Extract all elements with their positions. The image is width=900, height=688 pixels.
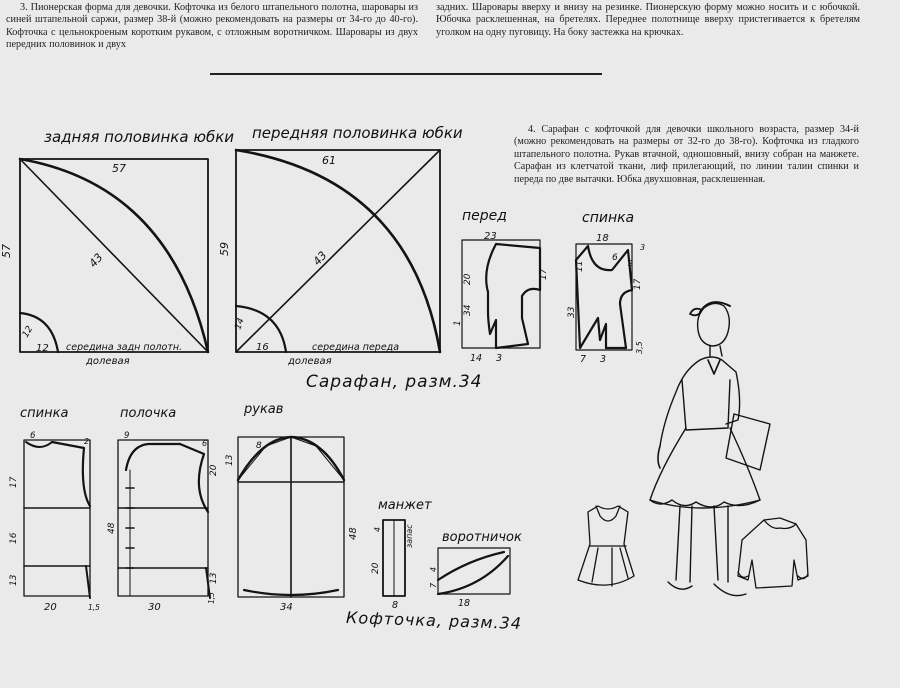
cuff-title: манжет	[378, 498, 432, 513]
sleeve-13: 13	[225, 454, 235, 466]
sleeve-title: рукав	[244, 402, 284, 417]
blouse-front-9: 9	[124, 431, 130, 441]
sarafan-front-right: 17	[539, 268, 549, 280]
collar-4: 4	[429, 566, 438, 572]
sarafan-front-left-2: 34	[463, 304, 473, 316]
collar-bottom: 18	[458, 598, 471, 609]
sarafan-front-title: перед	[462, 208, 507, 224]
blouse-back-bottom: 20	[44, 602, 57, 613]
cuff-4: 4	[373, 526, 382, 532]
sarafan-front-pattern	[453, 231, 549, 364]
sarafan-front-bottom-right: 3	[496, 353, 503, 364]
sarafan-sketch	[578, 506, 634, 586]
cuff-pattern	[371, 520, 414, 611]
blouse-back-17: 17	[9, 476, 19, 488]
sarafan-back-3: 3	[640, 243, 646, 252]
collar-7: 7	[429, 582, 438, 588]
item4-text: 4. Сарафан с кофточкой для девочки школьного возраста, размер 34-й (можно рекомендовать на размеры от 32-го до 38-го). Кофточка из гладкого штапельного полотна. Рукав втачной, одношовный, внизу собран на манжете. Сарафан из клетчатой ткани, лиф прилегающий, по линии талии спинки и переда по две вытачки. Юбка двухшовная, расклешенная.	[514, 124, 859, 185]
sleeve-bottom: 34	[280, 602, 293, 613]
blouse-back-15: 1,5	[88, 603, 100, 612]
collar-title: воротничок	[442, 530, 522, 545]
sarafan-caption: Сарафан, разм.34	[306, 372, 483, 392]
sarafan-back-bottom-3: 3	[600, 354, 607, 365]
cuff-bottom: 8	[392, 600, 399, 611]
back-skirt-side: 57	[0, 244, 13, 258]
blouse-back-2: 2	[84, 437, 90, 446]
back-skirt-grain: долевая	[86, 356, 130, 367]
sleeve-8: 8	[256, 441, 262, 451]
front-skirt-title: передняя половинка юбки	[252, 124, 463, 142]
sarafan-back-35: 3,5	[635, 341, 644, 354]
blouse-front-15: 1,5	[207, 592, 216, 604]
front-skirt-center: середина переда	[312, 342, 400, 353]
back-skirt-arc: 12	[20, 324, 36, 340]
sarafan-back-title: спинка	[582, 210, 635, 226]
front-skirt-arc: 14	[233, 316, 247, 332]
sarafan-back-33: 33	[567, 306, 577, 318]
blouse-back-16: 16	[9, 532, 19, 544]
blouse-front-20: 20	[209, 464, 219, 476]
back-skirt-top: 57	[112, 162, 126, 175]
blouse-back-13: 13	[9, 574, 19, 586]
sarafan-back-2: 2	[628, 259, 634, 268]
back-skirt-pattern	[0, 159, 208, 367]
sarafan-front-bottom-left: 14	[470, 353, 483, 364]
blouse-front-bottom: 30	[148, 602, 161, 613]
sarafan-front-side: 1	[453, 320, 463, 326]
sarafan-back-pattern	[567, 233, 645, 365]
sarafan-front-top: 23	[484, 231, 497, 242]
blouse-back-pattern	[9, 431, 100, 613]
blouse-caption: Кофточка, разм.34	[345, 607, 523, 634]
sarafan-back-11: 11	[575, 260, 585, 272]
sarafan-front-left: 20	[463, 273, 473, 285]
blouse-front-13: 13	[209, 572, 219, 584]
front-skirt-bottom: 16	[256, 342, 269, 353]
item3-continued-text: задних. Шаровары вверху и внизу на резинке. Пионерскую форму можно носить и с юбочкой. Юбочка расклешенная, на бретелях. Переднее полотнище вверху пристегивается к бретелям уголком на одну пуговицу. На боку застежка на крючках.	[436, 2, 860, 38]
collar-pattern	[429, 548, 510, 609]
blouse-front-title: полочка	[120, 406, 177, 421]
sleeve-48: 48	[348, 527, 359, 540]
front-skirt-pattern	[218, 150, 440, 367]
back-skirt-center: середина задн полотн.	[66, 342, 183, 353]
item3-text: 3. Пионерская форма для девочки. Кофточка из белого штапельного полотна, шаровары из синей штапельной саржи, размер 38-й (можно рекомендовать на размеры от 34-го до 40-го). Кофточка с цельнокроеным коротким рукавом, с отложным воротничком. Шаровары из двух передних половинок и двух	[6, 2, 418, 51]
cuff-note: запас	[405, 524, 414, 548]
blouse-front-6: 6	[202, 439, 208, 448]
sleeve-pattern	[225, 437, 359, 613]
front-skirt-grain: долевая	[288, 356, 332, 367]
blouse-back-title: спинка	[20, 406, 69, 421]
front-skirt-diag: 43	[310, 248, 330, 269]
sarafan-back-bottom-7: 7	[580, 354, 587, 365]
girl-illustration	[650, 302, 770, 595]
cuff-20: 20	[371, 562, 381, 574]
blouse-front-pattern	[107, 431, 219, 613]
blouse-back-6: 6	[30, 431, 36, 441]
back-skirt-diag: 43	[86, 250, 106, 271]
sarafan-back-top: 18	[596, 233, 609, 244]
blouse-front-48: 48	[107, 522, 117, 534]
front-skirt-side: 59	[218, 242, 231, 256]
sarafan-back-6: 6	[612, 253, 618, 263]
back-skirt-bottom: 12	[36, 343, 49, 354]
back-skirt-title: задняя половинка юбки	[44, 128, 235, 146]
sarafan-back-17: 17	[633, 278, 643, 290]
blouse-sketch	[738, 518, 808, 588]
front-skirt-top: 61	[322, 154, 336, 167]
